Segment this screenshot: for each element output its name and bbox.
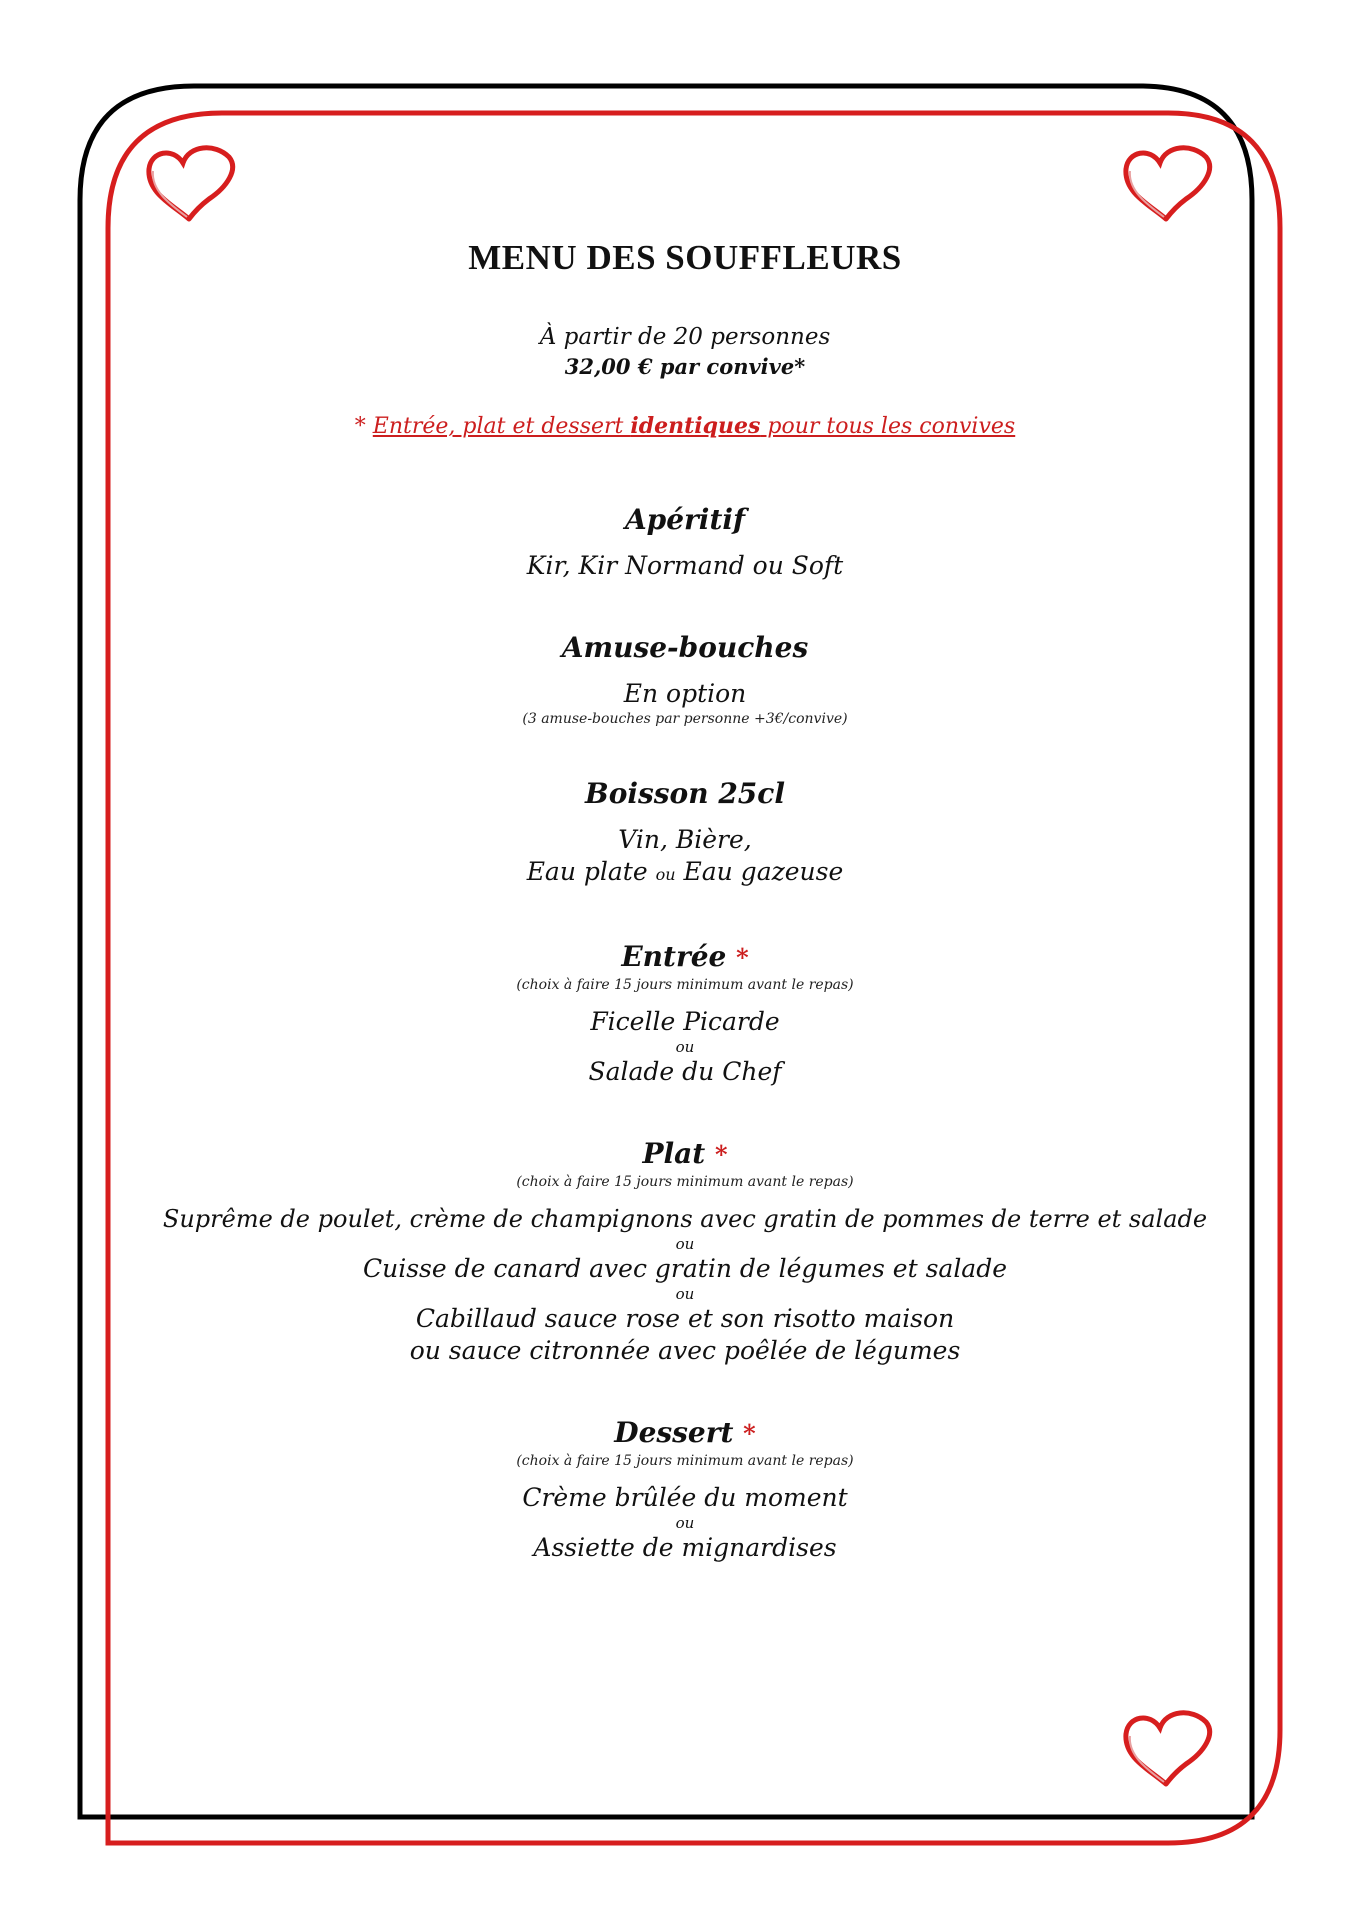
- heart-icon: [1120, 143, 1216, 223]
- menu-item-continued: ou sauce citronnée avec poêlée de légumes: [409, 1336, 961, 1365]
- section-title: [120, 939, 1250, 976]
- section-hint: (choix à faire 15 jours minimum avant le repas): [516, 1453, 854, 1469]
- menu-item: Ficelle Picarde: [590, 1007, 780, 1036]
- section-detail: (3 amuse-bouches par personne +3€/convive): [522, 711, 848, 727]
- or-separator: ou: [675, 1285, 695, 1303]
- section-title-text: Entrée: [621, 940, 727, 973]
- section-title-text: Plat: [642, 1137, 706, 1170]
- section-hint: (choix à faire 15 jours minimum avant le repas): [516, 977, 854, 993]
- menu-item: Crème brûlée du moment: [522, 1483, 848, 1512]
- or-separator: ou: [655, 865, 676, 884]
- menu-item: Assiette de mignardises: [533, 1533, 837, 1562]
- min-people: À partir de 20 personnes: [539, 324, 831, 350]
- section-plat: [120, 1136, 1250, 1367]
- note-part2: pour tous les convives: [760, 414, 1016, 439]
- required-star: *: [743, 1419, 756, 1448]
- or-separator: ou: [675, 1235, 695, 1253]
- section-dessert: [120, 1415, 1250, 1564]
- menu-item: Cuisse de canard avec gratin de légumes et salade: [362, 1254, 1008, 1283]
- or-separator: ou: [675, 1514, 695, 1532]
- section-boisson: [120, 776, 1250, 891]
- heart-icon: [1120, 1708, 1216, 1788]
- section-amuse-bouches: [120, 630, 1250, 728]
- section-title-text: Dessert: [614, 1416, 734, 1449]
- section-title: Apéritif: [624, 503, 746, 536]
- menu-item: Salade du Chef: [588, 1057, 782, 1086]
- note-part1: Entrée, plat et dessert: [372, 414, 631, 439]
- section-aperitif: [120, 502, 1250, 582]
- required-star: *: [714, 1140, 728, 1169]
- note-star: *: [354, 414, 373, 439]
- note-text: [373, 414, 1015, 439]
- note-emphasis: identiques: [630, 413, 761, 439]
- section-hint: (choix à faire 15 jours minimum avant le repas): [516, 1174, 854, 1190]
- menu-item: [120, 856, 1250, 891]
- page-title: MENU DES SOUFFLEURS: [468, 238, 902, 277]
- menu-item: Vin, Bière,: [618, 825, 752, 854]
- or-separator: ou: [675, 1038, 695, 1056]
- conditions-note: [120, 411, 1250, 442]
- menu-item: En option: [623, 679, 747, 708]
- menu-content: [120, 238, 1250, 1564]
- menu-item: Cabillaud sauce rose et son risotto maison: [415, 1304, 955, 1333]
- section-title: [120, 1415, 1250, 1452]
- section-title: Boisson 25cl: [585, 777, 785, 810]
- price-per-guest: 32,00 € par convive*: [564, 354, 806, 379]
- menu-item: Kir, Kir Normand ou Soft: [526, 551, 844, 580]
- drink-option: Eau gazeuse: [683, 857, 844, 886]
- required-star: *: [736, 943, 749, 972]
- drink-option: Eau plate: [526, 857, 648, 886]
- heart-icon: [143, 143, 239, 223]
- menu-item: Suprême de poulet, crème de champignons avec gratin de pommes de terre et salade: [162, 1205, 1208, 1233]
- section-title: [120, 1136, 1250, 1173]
- section-entree: [120, 939, 1250, 1088]
- section-title: Amuse-bouches: [561, 631, 809, 664]
